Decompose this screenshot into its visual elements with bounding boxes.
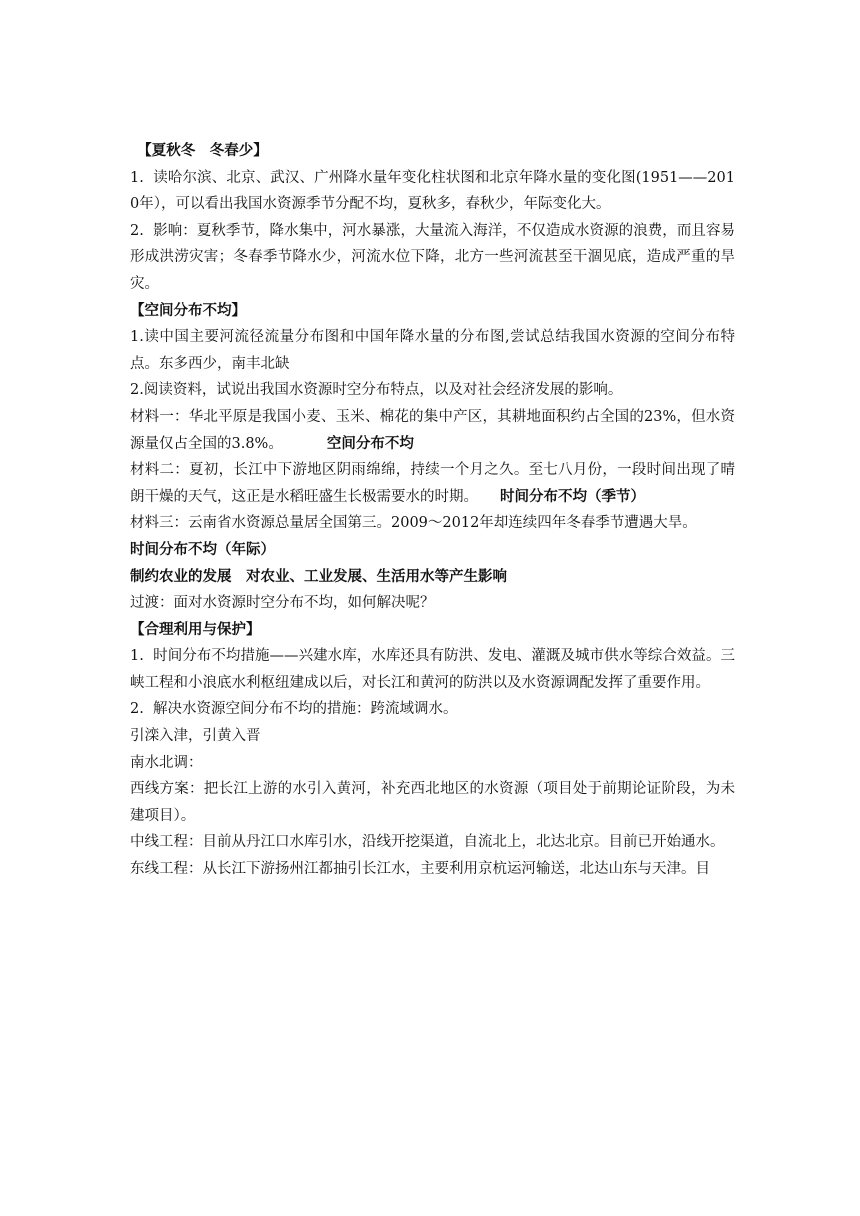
paragraph-middle-route: 中线工程：目前从丹江口水库引水，沿线开挖渠道，自流北上，北达北京。目前已开始通水。 [130, 834, 725, 851]
material-two-conclusion: 时间分布不均（季节） [500, 488, 645, 505]
paragraph-protection-1: 1. 时间分布不均措施——兴建水库，水库还具有防洪、发电、灌溉及城市供水等综合效益。三峡工程和小浪底水利枢纽建成以后，对长江和黄河的防洪以及水资源调配发挥了重要作用。 [130, 648, 735, 691]
paragraph-south-north: 南水北调： [130, 754, 203, 771]
document-body [130, 138, 735, 883]
conclusion-annual: 时间分布不均（年际） [130, 541, 275, 558]
material-two-text: 材料二：夏初，长江中下游地区阴雨绵绵，持续一个月之久。至七八月份，一段时间出现了晴朗干燥的天气，这正是水稻旺盛生长极需要水的时期。 [130, 462, 735, 505]
section-heading-spatial: 【空间分布不均】 [130, 302, 246, 319]
material-one [130, 404, 735, 457]
material-three: 材料三：云南省水资源总量居全国第三。2009～2012年却连续四年冬春季节遭遇大旱。 [130, 515, 697, 532]
conclusion-impact: 制约农业的发展 对农业、工业发展、生活用水等产生影响 [130, 568, 507, 585]
paragraph-seasonal-2: 2. 影响：夏秋季节，降水集中，河水暴涨，大量流入海洋，不仅造成水资源的浪费，而且容易形成洪涝灾害；冬春季节降水少，河流水位下降，北方一些河流甚至干涸见底，造成严重的旱灾。 [130, 222, 735, 292]
section-heading-seasonal: 【夏秋冬 冬春少】 [130, 143, 268, 159]
paragraph-spatial-2: 2.阅读资料，试说出我国水资源时空分布特点，以及对社会经济发展的影响。 [130, 382, 623, 399]
material-one-text: 材料一：华北平原是我国小麦、玉米、棉花的集中产区，其耕地面积约占全国的23%，但水资源量仅占全国的3.8%。 [130, 408, 735, 452]
paragraph-spatial-1: 1.读中国主要河流径流量分布图和中国年降水量的分布图,尝试总结我国水资源的空间分布特点。东多西少，南丰北缺 [130, 329, 735, 372]
paragraph-examples: 引滦入津，引黄入晋 [130, 728, 261, 745]
paragraph-seasonal-1: 1. 读哈尔滨、北京、武汉、广州降水量年变化柱状图和北京年降水量的变化图(1951——2010年），可以看出我国水资源季节分配不均，夏秋多，春秋少，年际变化大。 [130, 169, 735, 213]
material-one-conclusion: 空间分布不均 [326, 435, 414, 452]
paragraph-east-route: 东线工程：从长江下游扬州江都抽引长江水，主要利用京杭运河输送，北达山东与天津。目 [130, 861, 710, 878]
paragraph-west-route: 西线方案：把长江上游的水引入黄河，补充西北地区的水资源（项目处于前期论证阶段，为未建项目）。 [130, 781, 735, 824]
transition-question: 过渡：面对水资源时空分布不均，如何解决呢？ [130, 595, 435, 612]
material-two [130, 457, 735, 510]
paragraph-protection-2: 2. 解决水资源空间分布不均的措施：跨流域调水。 [130, 701, 458, 718]
section-heading-protection: 【合理利用与保护】 [130, 621, 261, 638]
